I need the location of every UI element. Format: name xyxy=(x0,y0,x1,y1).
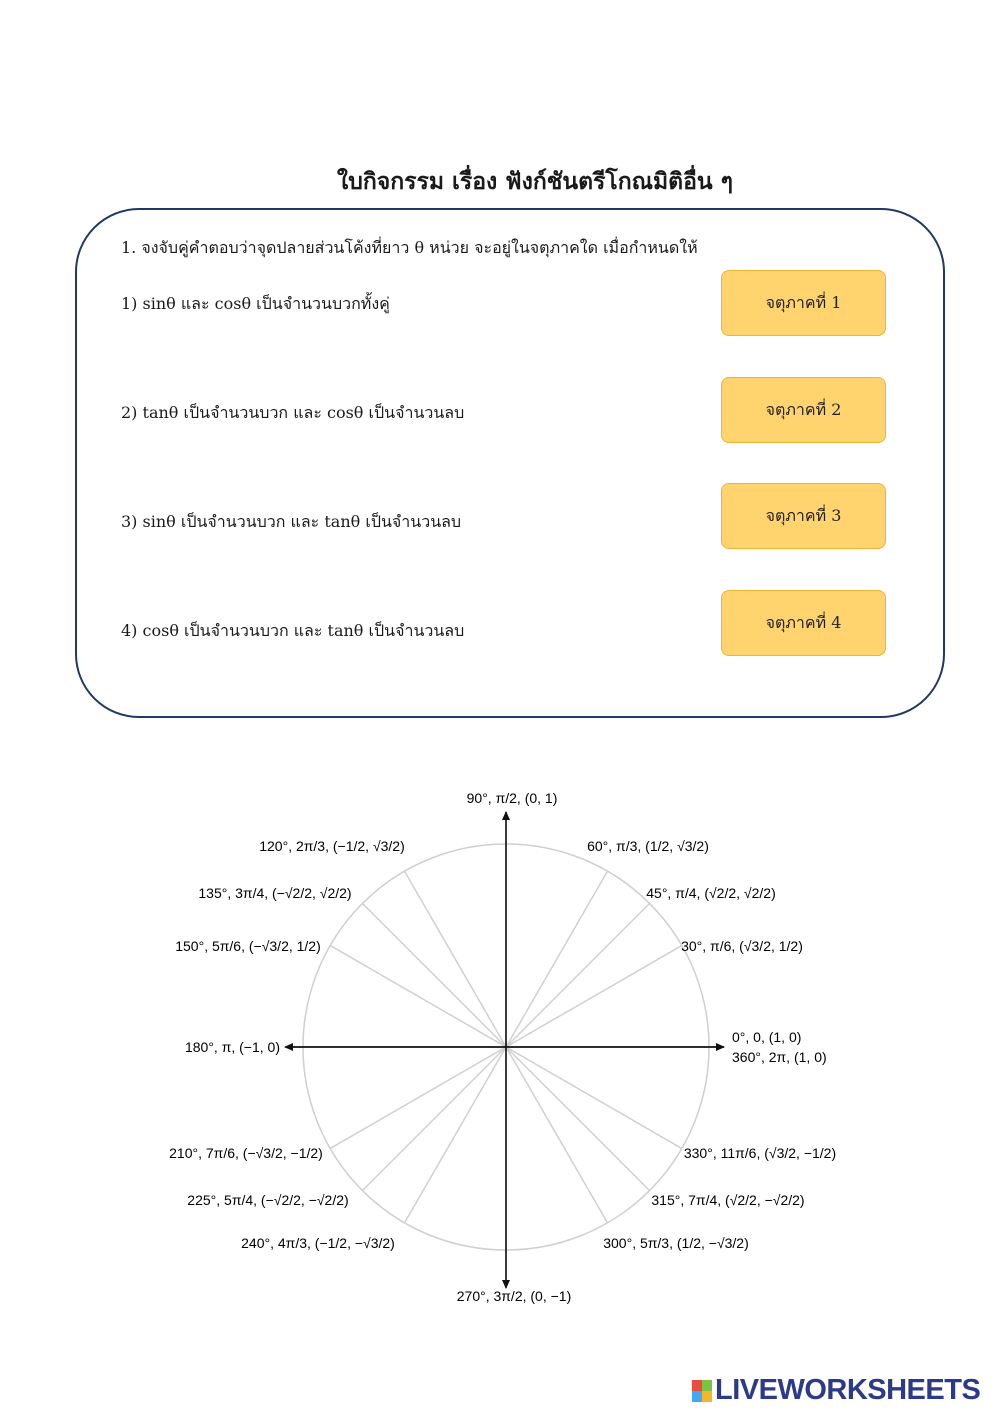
question-2: 2) tanθ เป็นจำนวนบวก และ cosθ เป็นจำนวนลบ xyxy=(121,403,465,422)
label-180: 180°, π, (−1, 0) xyxy=(184,1039,280,1055)
label-135: 135°, 3π/4, (−√2/2, √2/2) xyxy=(198,885,352,901)
label-120: 120°, 2π/3, (−1/2, √3/2) xyxy=(259,838,405,854)
label-90: 90°, π/2, (0, 1) xyxy=(466,790,558,806)
worksheet-title: ใบกิจกรรม เรื่อง ฟังก์ชันตรีโกณมิติอื่น ๆ xyxy=(337,168,733,195)
question-3: 3) sinθ เป็นจำนวนบวก และ tanθ เป็นจำนวนลบ xyxy=(121,512,462,531)
logo-text: LIVEWORKSHEETS xyxy=(715,1374,981,1406)
label-225: 225°, 5π/4, (−√2/2, −√2/2) xyxy=(187,1192,349,1208)
label-240: 240°, 4π/3, (−1/2, −√3/2) xyxy=(241,1235,395,1251)
label-300: 300°, 5π/3, (1/2, −√3/2) xyxy=(603,1235,749,1251)
label-0: 0°, 0, (1, 0) xyxy=(732,1029,802,1045)
answer-box-3[interactable]: จตุภาคที่ 3 xyxy=(721,483,886,549)
instruction-text: 1. จงจับคู่คำตอบว่าจุดปลายส่วนโค้งที่ยาว θ หน่วย จะอยู่ในจตุภาคใด เมื่อกำหนดให้ xyxy=(121,238,698,257)
answer-box-1[interactable]: จตุภาคที่ 1 xyxy=(721,270,886,336)
label-210: 210°, 7π/6, (−√3/2, −1/2) xyxy=(169,1145,323,1161)
logo-icon xyxy=(692,1380,712,1402)
question-4: 4) cosθ เป็นจำนวนบวก และ tanθ เป็นจำนวนลบ xyxy=(121,621,465,640)
label-30: 30°, π/6, (√3/2, 1/2) xyxy=(681,938,803,954)
label-315: 315°, 7π/4, (√2/2, −√2/2) xyxy=(651,1192,805,1208)
label-330: 330°, 11π/6, (√3/2, −1/2) xyxy=(683,1145,837,1161)
label-270: 270°, 3π/2, (0, −1) xyxy=(456,1288,572,1304)
label-360: 360°, 2π, (1, 0) xyxy=(732,1049,827,1065)
question-1: 1) sinθ และ cosθ เป็นจำนวนบวกทั้งคู่ xyxy=(121,294,390,313)
label-150: 150°, 5π/6, (−√3/2, 1/2) xyxy=(175,938,321,954)
answer-box-2[interactable]: จตุภาคที่ 2 xyxy=(721,377,886,443)
answer-box-4[interactable]: จตุภาคที่ 4 xyxy=(721,590,886,656)
liveworksheets-logo xyxy=(692,1374,980,1407)
label-45: 45°, π/4, (√2/2, √2/2) xyxy=(646,885,776,901)
label-60: 60°, π/3, (1/2, √3/2) xyxy=(587,838,709,854)
